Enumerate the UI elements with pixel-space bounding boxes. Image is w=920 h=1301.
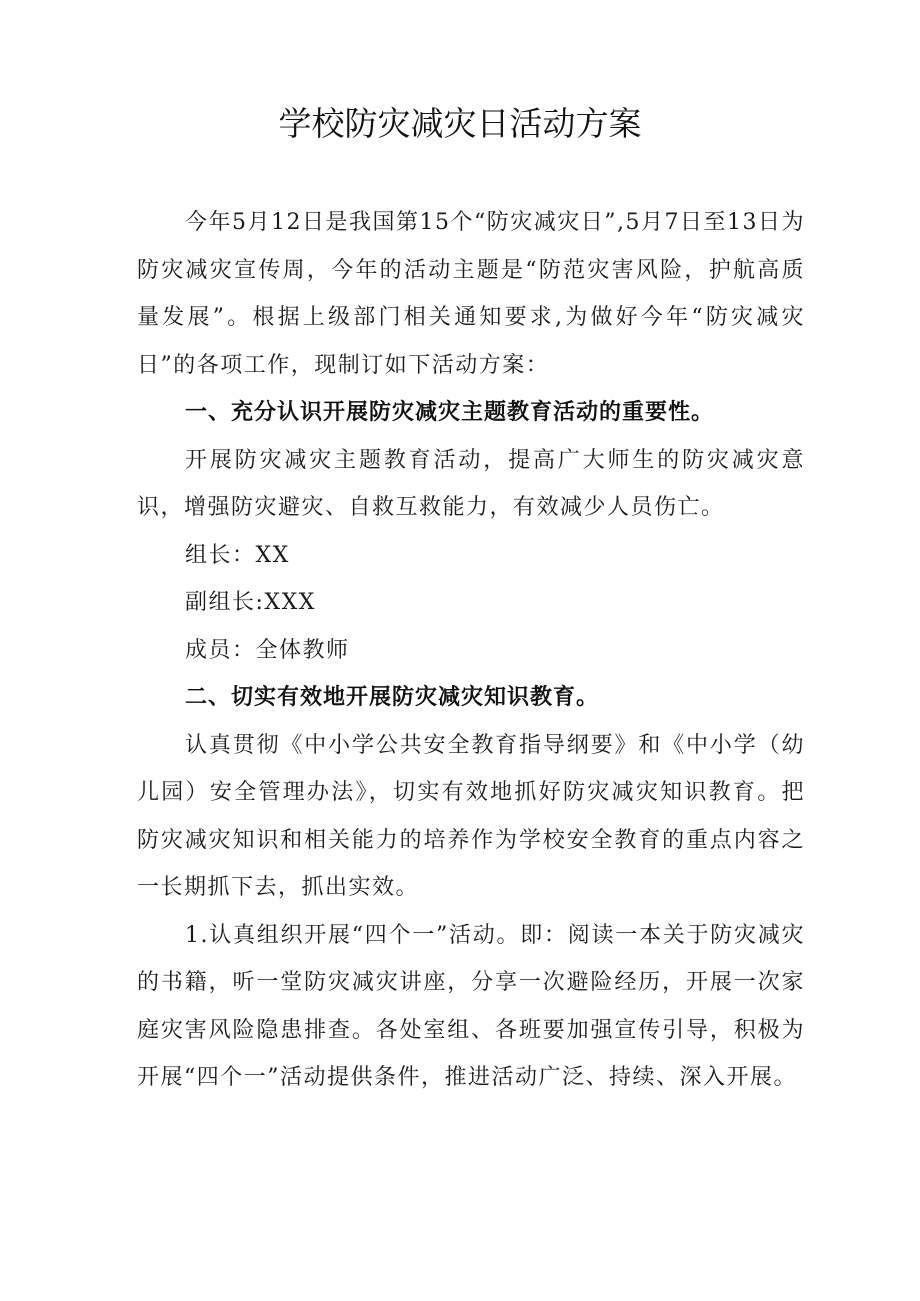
section-2-item-1: 1.认真组织开展“四个一”活动。即：阅读一本关于防灾减灾的书籍，听一堂防灾减灾讲座，分享一次避险经历，开展一次家庭灾害风险隐患排查。各处室组、各班要加强宣传引导，积极为开展“四个一”活动提供条件，推进活动广泛、持续、深入开展。 xyxy=(137,922,805,1090)
document-title: 学校防灾减灾日活动方案 xyxy=(278,104,642,143)
members-line: 成员：全体教师 xyxy=(185,637,350,663)
section-1-paragraph: 开展防灾减灾主题教育活动，提高广大师生的防灾减灾意识，增强防灾避灾、自救互救能力，有效减少人员伤亡。 xyxy=(137,447,805,520)
section-1-heading: 一、充分认识开展防灾减灾主题教育活动的重要性。 xyxy=(185,400,715,425)
document-body xyxy=(137,199,805,1102)
intro-paragraph: 今年5月12日是我国第15个“防灾减灾日”,5月7日至13日为防灾减灾宣传周，今年的活动主题是“防范灾害风险，护航高质量发展”。根据上级部门相关通知要求,为做好今年“防灾减灾日”的各项工作，现制订如下活动方案： xyxy=(137,210,805,378)
section-2-heading: 二、切实有效地开展防灾减灾知识教育。 xyxy=(185,685,600,710)
deputy-leader-line: 副组长:XXX xyxy=(185,590,316,615)
section-2-paragraph: 认真贯彻《中小学公共安全教育指导纲要》和《中小学（幼儿园）安全管理办法》，切实有效地抓好防灾减灾知识教育。把防灾减灾知识和相关能力的培养作为学校安全教育的重点内容之一长期抓下去，抓出实效。 xyxy=(137,732,805,900)
leader-line: 组长：XX xyxy=(185,542,290,568)
